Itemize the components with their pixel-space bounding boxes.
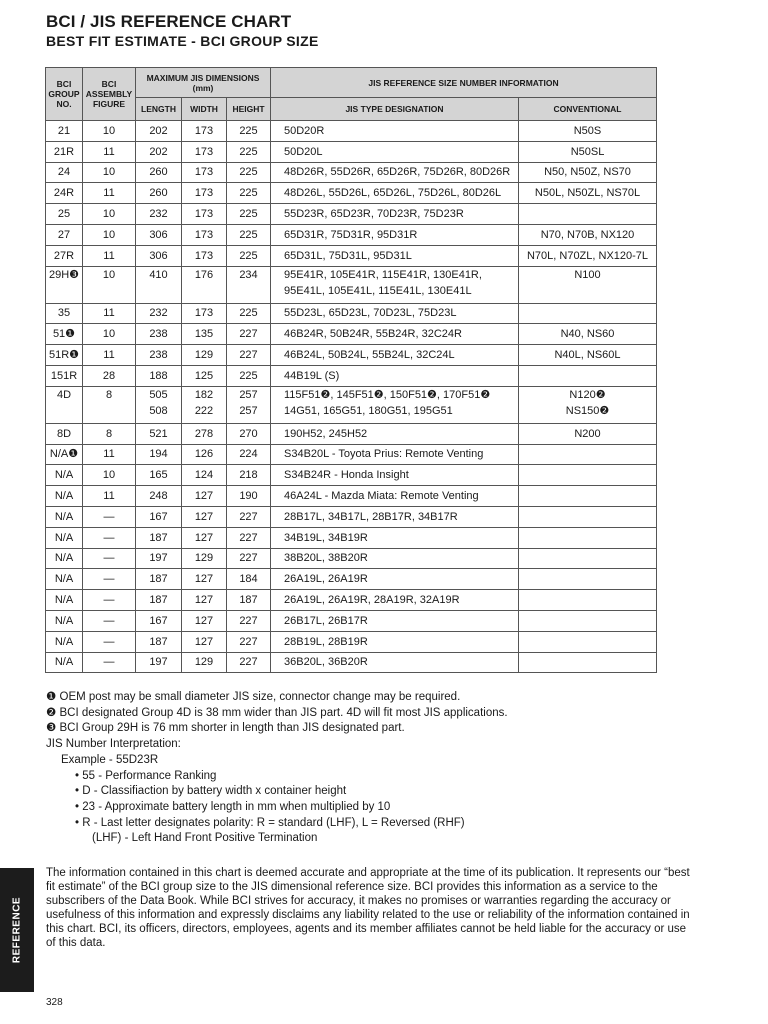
interpretation-bullet: • D - Classifiaction by battery width x container height bbox=[75, 785, 347, 798]
cell-conventional: N40, NS60 bbox=[519, 324, 657, 345]
table-row bbox=[46, 324, 657, 345]
cell-conventional bbox=[519, 303, 657, 324]
table-row bbox=[46, 423, 657, 444]
reference-table bbox=[45, 67, 657, 673]
cell-height: 234 bbox=[227, 266, 271, 303]
cell-height: 187 bbox=[227, 590, 271, 611]
cell-bci-group: 27R bbox=[46, 245, 83, 266]
cell-assembly-figure: 10 bbox=[83, 465, 136, 486]
cell-bci-group: N/A bbox=[46, 610, 83, 631]
side-tab-label: REFERENCE bbox=[11, 896, 23, 964]
cell-length: 187 bbox=[136, 569, 182, 590]
cell-length: 505 508 bbox=[136, 386, 182, 423]
header-bci-assembly: BCI ASSEMBLY FIGURE bbox=[83, 68, 136, 121]
header-width: WIDTH bbox=[182, 98, 227, 121]
header-length: LENGTH bbox=[136, 98, 182, 121]
cell-height: 227 bbox=[227, 631, 271, 652]
cell-height: 227 bbox=[227, 610, 271, 631]
cell-conventional: N200 bbox=[519, 423, 657, 444]
cell-jis-type: 36B20L, 36B20R bbox=[271, 652, 519, 673]
cell-width: 173 bbox=[182, 183, 227, 204]
cell-conventional bbox=[519, 465, 657, 486]
cell-bci-group: N/A bbox=[46, 506, 83, 527]
cell-length: 248 bbox=[136, 486, 182, 507]
cell-conventional bbox=[519, 610, 657, 631]
cell-length: 187 bbox=[136, 527, 182, 548]
cell-bci-group: N/A bbox=[46, 527, 83, 548]
cell-height: 225 bbox=[227, 365, 271, 386]
interpretation-example: Example - 55D23R bbox=[61, 753, 159, 766]
cell-assembly-figure: 10 bbox=[83, 162, 136, 183]
cell-length: 306 bbox=[136, 245, 182, 266]
table-row bbox=[46, 365, 657, 386]
side-tab bbox=[0, 868, 34, 992]
table-row bbox=[46, 590, 657, 611]
cell-width: 129 bbox=[182, 548, 227, 569]
cell-jis-type: 46A24L - Mazda Miata: Remote Venting bbox=[271, 486, 519, 507]
cell-bci-group: 24 bbox=[46, 162, 83, 183]
cell-bci-group: 8D bbox=[46, 423, 83, 444]
cell-width: 127 bbox=[182, 506, 227, 527]
cell-bci-group: 24R bbox=[46, 183, 83, 204]
cell-assembly-figure: 11 bbox=[83, 444, 136, 465]
cell-width: 173 bbox=[182, 245, 227, 266]
cell-assembly-figure: 11 bbox=[83, 345, 136, 366]
cell-width: 129 bbox=[182, 652, 227, 673]
cell-jis-type: 95E41R, 105E41R, 115E41R, 130E41R, 95E41L, 105E41L, 115E41L, 130E41L bbox=[271, 266, 519, 303]
cell-length: 187 bbox=[136, 631, 182, 652]
cell-width: 135 bbox=[182, 324, 227, 345]
interpretation-continuation: (LHF) - Left Hand Front Positive Termination bbox=[92, 832, 318, 845]
cell-assembly-figure: 11 bbox=[83, 141, 136, 162]
cell-width: 173 bbox=[182, 204, 227, 225]
cell-conventional: N100 bbox=[519, 266, 657, 303]
cell-jis-type: 44B19L (S) bbox=[271, 365, 519, 386]
cell-length: 197 bbox=[136, 548, 182, 569]
table-row bbox=[46, 631, 657, 652]
cell-length: 521 bbox=[136, 423, 182, 444]
cell-jis-type: 65D31R, 75D31R, 95D31R bbox=[271, 224, 519, 245]
cell-conventional bbox=[519, 204, 657, 225]
cell-height: 227 bbox=[227, 506, 271, 527]
cell-assembly-figure: 10 bbox=[83, 204, 136, 225]
cell-jis-type: 26A19L, 26A19R, 28A19R, 32A19R bbox=[271, 590, 519, 611]
interpretation-bullet: • 55 - Performance Ranking bbox=[75, 769, 217, 782]
cell-height: 225 bbox=[227, 162, 271, 183]
cell-width: 125 bbox=[182, 365, 227, 386]
cell-length: 167 bbox=[136, 610, 182, 631]
page-number: 328 bbox=[46, 997, 63, 1008]
cell-height: 225 bbox=[227, 121, 271, 142]
table-row bbox=[46, 569, 657, 590]
table-body bbox=[46, 121, 657, 673]
cell-conventional: N70L, N70ZL, NX120-7L bbox=[519, 245, 657, 266]
cell-jis-type: 34B19L, 34B19R bbox=[271, 527, 519, 548]
footnote-1: ❶ OEM post may be small diameter JIS size, connector change may be required. bbox=[46, 691, 461, 703]
cell-bci-group: N/A bbox=[46, 465, 83, 486]
header-height: HEIGHT bbox=[227, 98, 271, 121]
cell-assembly-figure: 10 bbox=[83, 224, 136, 245]
footnote-3: ❸ BCI Group 29H is 76 mm shorter in length than JIS designated part. bbox=[46, 722, 405, 735]
table-row bbox=[46, 224, 657, 245]
cell-height: 227 bbox=[227, 324, 271, 345]
cell-width: 127 bbox=[182, 610, 227, 631]
cell-assembly-figure: — bbox=[83, 506, 136, 527]
cell-assembly-figure: — bbox=[83, 652, 136, 673]
cell-width: 173 bbox=[182, 141, 227, 162]
cell-width: 182 222 bbox=[182, 386, 227, 423]
cell-length: 232 bbox=[136, 204, 182, 225]
cell-assembly-figure: 28 bbox=[83, 365, 136, 386]
notes-section bbox=[46, 690, 726, 847]
interpretation-bullet: • R - Last letter designates polarity: R = standard (LHF), L = Reversed (RHF) bbox=[75, 816, 465, 829]
cell-bci-group: 4D bbox=[46, 386, 83, 423]
cell-jis-type: 50D20L bbox=[271, 141, 519, 162]
cell-length: 202 bbox=[136, 141, 182, 162]
cell-conventional bbox=[519, 486, 657, 507]
cell-conventional bbox=[519, 365, 657, 386]
cell-height: 218 bbox=[227, 465, 271, 486]
cell-bci-group: N/A bbox=[46, 486, 83, 507]
table-row bbox=[46, 162, 657, 183]
cell-bci-group: 27 bbox=[46, 224, 83, 245]
cell-jis-type: 46B24R, 50B24R, 55B24R, 32C24R bbox=[271, 324, 519, 345]
cell-jis-type: 48D26L, 55D26L, 65D26L, 75D26L, 80D26L bbox=[271, 183, 519, 204]
page-subtitle: BEST FIT ESTIMATE - BCI GROUP SIZE bbox=[46, 33, 319, 49]
cell-width: 127 bbox=[182, 590, 227, 611]
cell-assembly-figure: — bbox=[83, 569, 136, 590]
cell-bci-group: N/A bbox=[46, 631, 83, 652]
cell-length: 260 bbox=[136, 183, 182, 204]
cell-length: 232 bbox=[136, 303, 182, 324]
cell-width: 173 bbox=[182, 162, 227, 183]
cell-assembly-figure: 8 bbox=[83, 423, 136, 444]
cell-jis-type: S34B24R - Honda Insight bbox=[271, 465, 519, 486]
cell-jis-type: 26A19L, 26A19R bbox=[271, 569, 519, 590]
cell-conventional bbox=[519, 652, 657, 673]
cell-length: 238 bbox=[136, 324, 182, 345]
header-conventional: CONVENTIONAL bbox=[519, 98, 657, 121]
table-row bbox=[46, 548, 657, 569]
table-row bbox=[46, 506, 657, 527]
cell-height: 225 bbox=[227, 245, 271, 266]
table-row bbox=[46, 444, 657, 465]
cell-height: 227 bbox=[227, 652, 271, 673]
cell-assembly-figure: 11 bbox=[83, 486, 136, 507]
cell-jis-type: 65D31L, 75D31L, 95D31L bbox=[271, 245, 519, 266]
table-row bbox=[46, 183, 657, 204]
cell-assembly-figure: 11 bbox=[83, 183, 136, 204]
cell-height: 227 bbox=[227, 345, 271, 366]
cell-length: 306 bbox=[136, 224, 182, 245]
cell-assembly-figure: — bbox=[83, 610, 136, 631]
cell-bci-group: 51❶ bbox=[46, 324, 83, 345]
footnote-2: ❷ BCI designated Group 4D is 38 mm wider than JIS part. 4D will fit most JIS applications. bbox=[46, 706, 508, 719]
cell-conventional bbox=[519, 527, 657, 548]
cell-jis-type: 28B17L, 34B17L, 28B17R, 34B17R bbox=[271, 506, 519, 527]
cell-width: 127 bbox=[182, 486, 227, 507]
table-row bbox=[46, 141, 657, 162]
cell-jis-type: 46B24L, 50B24L, 55B24L, 32C24L bbox=[271, 345, 519, 366]
cell-assembly-figure: 8 bbox=[83, 386, 136, 423]
cell-width: 127 bbox=[182, 569, 227, 590]
cell-length: 165 bbox=[136, 465, 182, 486]
cell-width: 124 bbox=[182, 465, 227, 486]
interpretation-bullet: • 23 - Approximate battery length in mm when multiplied by 10 bbox=[75, 800, 391, 813]
interpretation-heading: JIS Number Interpretation: bbox=[46, 738, 181, 751]
cell-assembly-figure: 11 bbox=[83, 245, 136, 266]
table-row bbox=[46, 204, 657, 225]
header-bci-group: BCI GROUP NO. bbox=[46, 68, 83, 121]
cell-jis-type: 50D20R bbox=[271, 121, 519, 142]
cell-height: 184 bbox=[227, 569, 271, 590]
cell-assembly-figure: — bbox=[83, 631, 136, 652]
cell-bci-group: 29H❸ bbox=[46, 266, 83, 303]
table-row bbox=[46, 386, 657, 423]
cell-jis-type: 190H52, 245H52 bbox=[271, 423, 519, 444]
cell-bci-group: 151R bbox=[46, 365, 83, 386]
cell-assembly-figure: 11 bbox=[83, 303, 136, 324]
cell-width: 127 bbox=[182, 527, 227, 548]
cell-height: 224 bbox=[227, 444, 271, 465]
cell-length: 188 bbox=[136, 365, 182, 386]
cell-conventional bbox=[519, 569, 657, 590]
table-row bbox=[46, 610, 657, 631]
cell-jis-type: 26B17L, 26B17R bbox=[271, 610, 519, 631]
cell-jis-type: 28B19L, 28B19R bbox=[271, 631, 519, 652]
cell-height: 225 bbox=[227, 183, 271, 204]
cell-jis-type: 115F51❷, 145F51❷, 150F51❷, 170F51❷ 14G51, 165G51, 180G51, 195G51 bbox=[271, 386, 519, 423]
cell-length: 202 bbox=[136, 121, 182, 142]
disclaimer-text: The information contained in this chart is deemed accurate and appropriate at the time of its publication. It represents our “best fit estimate” of the BCI group size to the JIS dimensional reference size. BCI provides this information as a service to the subscribers of the Data Book. While BCI strives for accuracy, it makes no promises or warranties regarding the accuracy or usefulness of this information and expressly disclaims any liability related to the use or reliability of the information contained in this chart. BCI, its officers, directors, employees, agents and its member affiliates cannot be held liable for the accuracy or use of this data. bbox=[46, 867, 690, 950]
cell-width: 173 bbox=[182, 224, 227, 245]
header-jis-type: JIS TYPE DESIGNATION bbox=[271, 98, 519, 121]
cell-jis-type: 55D23L, 65D23L, 70D23L, 75D23L bbox=[271, 303, 519, 324]
cell-bci-group: 35 bbox=[46, 303, 83, 324]
cell-width: 173 bbox=[182, 303, 227, 324]
cell-width: 127 bbox=[182, 631, 227, 652]
cell-bci-group: N/A❶ bbox=[46, 444, 83, 465]
cell-jis-type: S34B20L - Toyota Prius: Remote Venting bbox=[271, 444, 519, 465]
cell-conventional: N50L, N50ZL, NS70L bbox=[519, 183, 657, 204]
cell-length: 238 bbox=[136, 345, 182, 366]
cell-height: 190 bbox=[227, 486, 271, 507]
cell-width: 126 bbox=[182, 444, 227, 465]
table-row bbox=[46, 121, 657, 142]
cell-height: 225 bbox=[227, 204, 271, 225]
cell-assembly-figure: 10 bbox=[83, 266, 136, 303]
cell-bci-group: 21 bbox=[46, 121, 83, 142]
cell-assembly-figure: — bbox=[83, 590, 136, 611]
cell-height: 227 bbox=[227, 548, 271, 569]
cell-bci-group: N/A bbox=[46, 548, 83, 569]
cell-conventional bbox=[519, 506, 657, 527]
table-row bbox=[46, 245, 657, 266]
table-row bbox=[46, 652, 657, 673]
cell-conventional: N50S bbox=[519, 121, 657, 142]
cell-assembly-figure: 10 bbox=[83, 324, 136, 345]
cell-height: 225 bbox=[227, 224, 271, 245]
table-row bbox=[46, 465, 657, 486]
cell-assembly-figure: 10 bbox=[83, 121, 136, 142]
cell-width: 176 bbox=[182, 266, 227, 303]
cell-conventional: N40L, NS60L bbox=[519, 345, 657, 366]
cell-height: 257 257 bbox=[227, 386, 271, 423]
cell-conventional: N120❷ NS150❷ bbox=[519, 386, 657, 423]
cell-jis-type: 48D26R, 55D26R, 65D26R, 75D26R, 80D26R bbox=[271, 162, 519, 183]
cell-width: 129 bbox=[182, 345, 227, 366]
cell-conventional: N50SL bbox=[519, 141, 657, 162]
cell-bci-group: 21R bbox=[46, 141, 83, 162]
cell-conventional bbox=[519, 590, 657, 611]
header-jis-reference: JIS REFERENCE SIZE NUMBER INFORMATION bbox=[271, 68, 657, 98]
cell-bci-group: N/A bbox=[46, 652, 83, 673]
cell-bci-group: 25 bbox=[46, 204, 83, 225]
cell-height: 227 bbox=[227, 527, 271, 548]
cell-conventional: N70, N70B, NX120 bbox=[519, 224, 657, 245]
cell-height: 270 bbox=[227, 423, 271, 444]
table-row bbox=[46, 345, 657, 366]
cell-length: 197 bbox=[136, 652, 182, 673]
cell-length: 167 bbox=[136, 506, 182, 527]
cell-height: 225 bbox=[227, 141, 271, 162]
cell-height: 225 bbox=[227, 303, 271, 324]
cell-conventional: N50, N50Z, NS70 bbox=[519, 162, 657, 183]
cell-bci-group: N/A bbox=[46, 590, 83, 611]
cell-width: 173 bbox=[182, 121, 227, 142]
cell-width: 278 bbox=[182, 423, 227, 444]
cell-conventional bbox=[519, 444, 657, 465]
table-row bbox=[46, 527, 657, 548]
header-max-jis-dimensions: MAXIMUM JIS DIMENSIONS (mm) bbox=[136, 68, 271, 98]
cell-jis-type: 38B20L, 38B20R bbox=[271, 548, 519, 569]
cell-length: 187 bbox=[136, 590, 182, 611]
table-row bbox=[46, 303, 657, 324]
cell-length: 260 bbox=[136, 162, 182, 183]
cell-conventional bbox=[519, 631, 657, 652]
cell-jis-type: 55D23R, 65D23R, 70D23R, 75D23R bbox=[271, 204, 519, 225]
cell-length: 194 bbox=[136, 444, 182, 465]
table-row bbox=[46, 486, 657, 507]
page-title: BCI / JIS REFERENCE CHART bbox=[46, 12, 292, 31]
cell-assembly-figure: — bbox=[83, 527, 136, 548]
table-row bbox=[46, 266, 657, 303]
cell-conventional bbox=[519, 548, 657, 569]
cell-bci-group: N/A bbox=[46, 569, 83, 590]
cell-length: 410 bbox=[136, 266, 182, 303]
cell-assembly-figure: — bbox=[83, 548, 136, 569]
cell-bci-group: 51R❶ bbox=[46, 345, 83, 366]
